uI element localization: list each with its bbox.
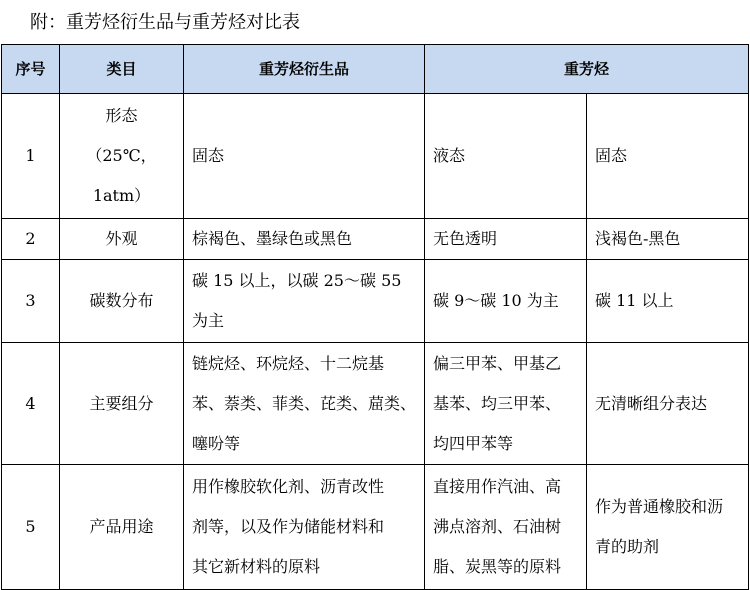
- cell-line: 脂、炭黑等的原料: [433, 557, 562, 576]
- cell-derivative: [184, 219, 425, 260]
- cell-aromatic-a: [425, 94, 587, 219]
- cell-index: 4: [2, 343, 60, 465]
- cell-aromatic-a: [425, 343, 587, 465]
- cell-aromatic-a: [425, 219, 587, 260]
- cell-line: 液态: [433, 146, 466, 165]
- cell-index: 3: [2, 260, 60, 343]
- cell-aromatic-a: [425, 260, 587, 343]
- cell-derivative: [184, 260, 425, 343]
- cell-line: 碳数分布: [89, 291, 154, 310]
- cell-line: 苯、萘类、菲类、芘类、䓛类、: [192, 393, 417, 413]
- cell-aromatic-b: [587, 94, 749, 219]
- cell-index: 5: [2, 465, 60, 590]
- table-row: [2, 260, 749, 343]
- cell-line: 沸点溶剂、石油树: [433, 517, 562, 536]
- cell-line: 碳 15 以上，以碳 25～碳 55: [192, 271, 402, 290]
- cell-line: 固态: [192, 146, 225, 165]
- cell-line: 主要组分: [89, 393, 154, 413]
- table-row: [2, 219, 749, 260]
- cell-line: 直接用作汽油、高: [433, 477, 562, 496]
- cell-derivative: [184, 465, 425, 590]
- cell-line: 无清晰组分表达: [595, 393, 708, 413]
- cell-line: 固态: [595, 146, 628, 165]
- cell-line: 外观: [105, 229, 138, 248]
- cell-aromatic-a: [425, 465, 587, 590]
- cell-aromatic-b: [587, 219, 749, 260]
- header-derivative: 重芳烃衍生品: [184, 45, 425, 94]
- cell-index: 2: [2, 219, 60, 260]
- cell-category: [60, 219, 184, 260]
- cell-aromatic-b: [587, 260, 749, 343]
- cell-index: 1: [2, 94, 60, 219]
- cell-line: 链烷烃、环烷烃、十二烷基: [192, 353, 385, 373]
- cell-line: 偏三甲苯、甲基乙: [433, 353, 562, 373]
- cell-line: 无色透明: [433, 229, 498, 248]
- cell-aromatic-b: [587, 343, 749, 465]
- cell-line: 其它新材料的原料: [192, 557, 321, 576]
- cell-line: 基苯、均三甲苯、: [433, 393, 562, 413]
- cell-line: 1atm）: [92, 186, 151, 205]
- cell-line: 青的助剂: [595, 537, 660, 556]
- cell-derivative: [184, 343, 425, 465]
- cell-line: 棕褐色、墨绿色或黑色: [192, 229, 353, 248]
- cell-category: [60, 94, 184, 219]
- table-row: [2, 94, 749, 219]
- document-title: 附：重芳烃衍生品与重芳烃对比表: [30, 12, 300, 33]
- header-index: 序号: [2, 45, 60, 94]
- cell-line: 作为普通橡胶和沥: [595, 497, 724, 516]
- cell-line: 碳 9～碳 10 为主: [433, 291, 559, 310]
- cell-line: 形态: [105, 106, 138, 125]
- cell-line: 浅褐色-黑色: [595, 229, 681, 248]
- table-header-row: [2, 45, 749, 94]
- cell-line: 均四甲苯等: [433, 433, 514, 453]
- cell-aromatic-b: [587, 465, 749, 590]
- header-category: 类目: [60, 45, 184, 94]
- table-row: [2, 343, 749, 465]
- cell-line: 用作橡胶软化剂、沥青改性: [192, 477, 385, 496]
- cell-category: [60, 343, 184, 465]
- cell-line: 碳 11 以上: [595, 291, 674, 310]
- cell-category: [60, 260, 184, 343]
- cell-line: （25℃，: [86, 146, 157, 165]
- cell-category: [60, 465, 184, 590]
- comparison-table: [1, 44, 749, 590]
- cell-line: 产品用途: [89, 517, 154, 536]
- cell-line: 为主: [192, 311, 225, 330]
- header-aromatic: 重芳烃: [425, 45, 749, 94]
- table-row: [2, 465, 749, 590]
- cell-line: 剂等，以及作为储能材料和: [192, 517, 385, 536]
- cell-line: 噻吩等: [192, 433, 241, 453]
- cell-derivative: [184, 94, 425, 219]
